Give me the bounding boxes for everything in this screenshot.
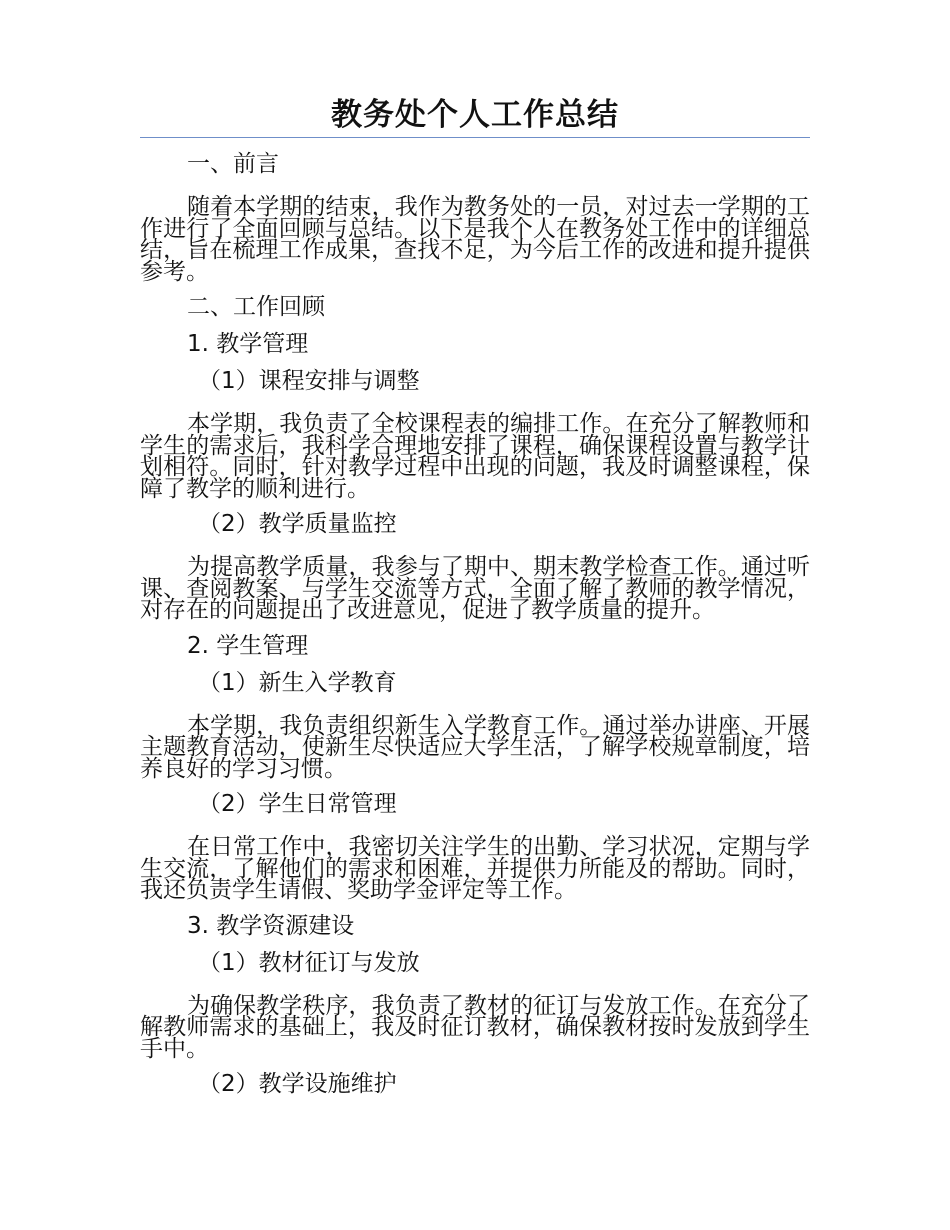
paragraph-freshman-education: 本学期，我负责组织新生入学教育工作。通过举办讲座、开展主题教育活动，使新生尽快适应大学生活，了解学校规章制度，培养良好的学习习惯。 bbox=[140, 712, 810, 782]
paragraph-quality-monitoring: 为提高教学质量，我参与了期中、期末教学检查工作。通过听课、查阅教案、与学生交流等方式，全面了解了教师的教学情况，对存在的问题提出了改进意见，促进了教学质量的提升。 bbox=[140, 554, 810, 623]
paragraph-textbook-ordering: 为确保教学秩序，我负责了教材的征订与发放工作。在充分了解教师需求的基础上，我及时征订教材，确保教材按时发放到学生手中。 bbox=[140, 992, 810, 1062]
paragraph-preface: 随着本学期的结束，我作为教务处的一员，对过去一学期的工作进行了全面回顾与总结。以下是我个人在教务处工作中的详细总结，旨在梳理工作成果，查找不足，为今后工作的改进和提升提供参考。 bbox=[140, 194, 810, 285]
title-underline bbox=[140, 137, 810, 138]
document-page bbox=[140, 95, 810, 1103]
section-heading-work-review: 二、工作回顾 bbox=[187, 294, 325, 320]
paragraph-daily-management: 在日常工作中，我密切关注学生的出勤、学习状况，定期与学生交流，了解他们的需求和困难，并提供力所能及的帮助。同时，我还负责学生请假、奖助学金评定等工作。 bbox=[140, 834, 810, 903]
item-heading-course-scheduling: （1）课程安排与调整 bbox=[198, 368, 420, 394]
item-heading-freshman-education: （1）新生入学教育 bbox=[198, 669, 397, 696]
item-heading-facility-maintenance: （2）教学设施维护 bbox=[198, 1071, 397, 1097]
document-title: 教务处个人工作总结 bbox=[331, 97, 619, 133]
item-heading-textbook-ordering: （1）教材征订与发放 bbox=[198, 949, 420, 976]
item-heading-daily-management: （2）学生日常管理 bbox=[198, 791, 397, 817]
subsection-heading-teaching-management: 1. 教学管理 bbox=[187, 331, 309, 357]
subsection-heading-student-management: 2. 学生管理 bbox=[187, 632, 309, 659]
item-heading-quality-monitoring: （2）教学质量监控 bbox=[198, 511, 397, 537]
paragraph-course-scheduling: 本学期，我负责了全校课程表的编排工作。在充分了解教师和学生的需求后，我科学合理地安排了课程，确保课程设置与教学计划相符。同时，针对教学过程中出现的问题，我及时调整课程，保障了教学的顺利进行。 bbox=[140, 411, 810, 502]
subsection-heading-resource-construction: 3. 教学资源建设 bbox=[187, 912, 355, 939]
section-heading-preface: 一、前言 bbox=[187, 151, 279, 177]
